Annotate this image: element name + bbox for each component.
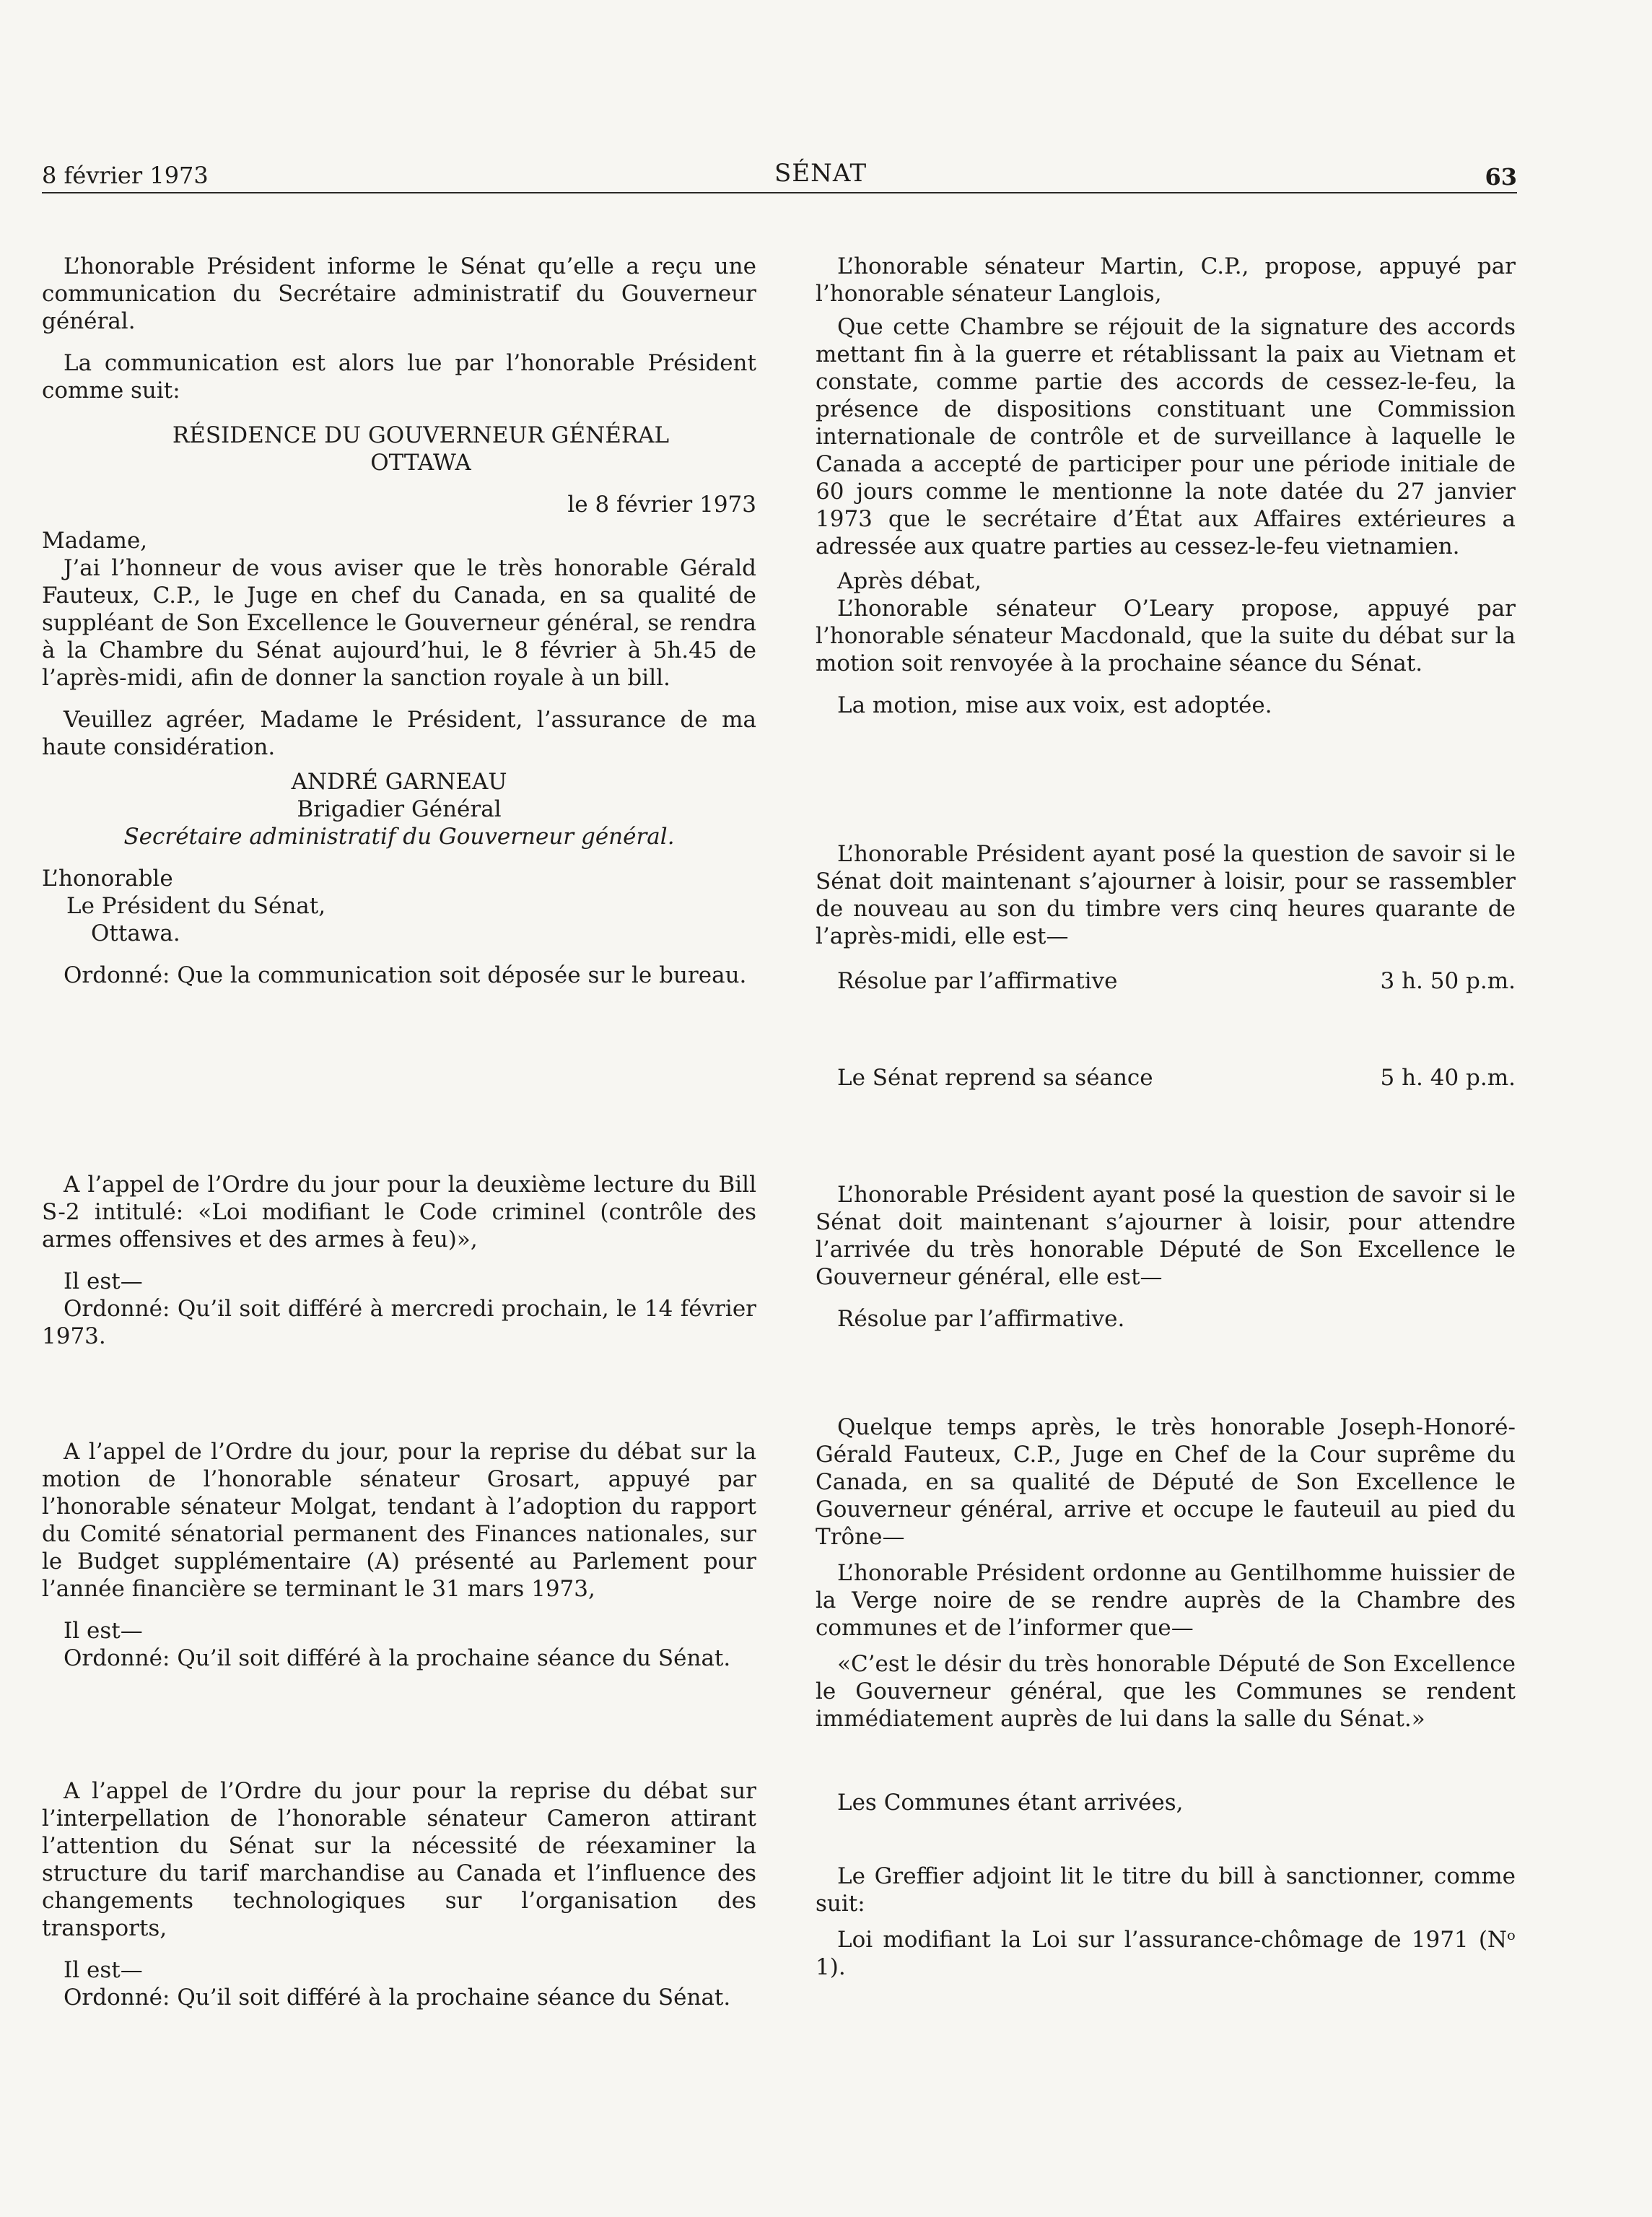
signature-rank: Brigadier Général bbox=[297, 796, 502, 822]
ordered-note: Ordonné: Qu’il soit différé à la prochaine séance du Sénat. bbox=[64, 1645, 731, 1671]
paragraph: Les Communes étant arrivées, bbox=[837, 1790, 1184, 1816]
letter-heading-city: OTTAWA bbox=[370, 450, 471, 476]
address-line: Le Président du Sénat, bbox=[66, 893, 326, 919]
resolution-time: 3 h. 50 p.m. bbox=[1380, 968, 1516, 994]
quote: «C’est le désir du très honorable Député de Son Excellence le Gouverneur général, que les Communes se rendent immédiatement auprès de lui dans la salle du Sénat.» bbox=[816, 1651, 1516, 1732]
paragraph: L’honorable sénateur Martin, C.P., propose, appuyé par l’honorable sénateur Langlois, bbox=[816, 253, 1516, 307]
page-header bbox=[42, 157, 1517, 192]
paragraph: L’honorable Président ordonne au Gentilhomme huissier de la Verge noire de se rendre auprès de la Chambre des communes et de l’informer que— bbox=[816, 1560, 1516, 1641]
paragraph: Le Greffier adjoint lit le titre du bill à sanctionner, comme suit: bbox=[816, 1863, 1516, 1917]
ordered-note: Ordonné: Qu’il soit différé à la prochaine séance du Sénat. bbox=[64, 1985, 731, 2011]
letter-date: le 8 février 1973 bbox=[567, 492, 756, 518]
header-rule bbox=[42, 192, 1517, 193]
paragraph: A l’appel de l’Ordre du jour pour la reprise du débat sur l’interpellation de l’honorable sénateur Cameron attirant l’attention du Sénat sur la nécessité de réexaminer la structure du tarif marchandise au Canada et l’influence des changements technologiques sur l’organisation des transports, bbox=[42, 1778, 756, 1941]
paragraph: A l’appel de l’Ordre du jour pour la deuxième lecture du Bill S-2 intitulé: «Loi modifiant le Code criminel (contrôle des armes offensives et des armes à feu)», bbox=[42, 1172, 756, 1253]
right-block-4 bbox=[816, 1414, 1516, 1981]
paragraph: A l’appel de l’Ordre du jour, pour la reprise du débat sur la motion de l’honorable sénateur Grosart, appuyé par l’honorable sénateur Molgat, tendant à l’adoption du rapport du Comité sénatorial permanent des Finances nationales, sur le Budget supplémentaire (A) présenté au Parlement pour l’année financière se terminant le 31 mars 1973, bbox=[42, 1439, 756, 1602]
resolution-label: Résolue par l’affirmative bbox=[837, 968, 1118, 994]
address-line: L’honorable bbox=[42, 866, 173, 892]
resolution-label: Le Sénat reprend sa séance bbox=[837, 1065, 1153, 1091]
paragraph: Il est— bbox=[64, 1618, 143, 1644]
resolution-row bbox=[816, 967, 1516, 995]
letter-closing: Veuillez agréer, Madame le Président, l’assurance de ma haute considération. bbox=[42, 707, 756, 760]
page-number: 63 bbox=[1485, 163, 1517, 191]
left-block-2 bbox=[42, 1171, 756, 1350]
ordered-note: Ordonné: Que la communication soit déposée sur le bureau. bbox=[64, 962, 747, 988]
paragraph: L’honorable Président informe le Sénat qu’elle a reçu une communication du Secrétaire administratif du Gouverneur général. bbox=[42, 253, 756, 334]
right-block-2 bbox=[816, 840, 1516, 1092]
paragraph: La motion, mise aux voix, est adoptée. bbox=[837, 692, 1272, 718]
resolution-time: 5 h. 40 p.m. bbox=[1380, 1065, 1516, 1091]
paragraph: L’honorable sénateur O’Leary propose, appuyé par l’honorable sénateur Macdonald, que la suite du débat sur la motion soit renvoyée à la prochaine séance du Sénat. bbox=[816, 596, 1516, 676]
paragraph: Après débat, bbox=[837, 568, 982, 594]
paragraph: L’honorable Président ayant posé la question de savoir si le Sénat doit maintenant s’ajourner à loisir, pour attendre l’arrivée du très honorable Député de Son Excellence le Gouverneur général, elle est— bbox=[816, 1182, 1516, 1290]
right-block-1 bbox=[816, 253, 1516, 719]
salutation: Madame, bbox=[42, 528, 148, 554]
letter-heading: RÉSIDENCE DU GOUVERNEUR GÉNÉRAL bbox=[172, 422, 670, 448]
paragraph: Quelque temps après, le très honorable Joseph-Honoré-Gérald Fauteux, C.P., Juge en Chef de la Cour suprême du Canada, en sa qualité de Député de Son Excellence le Gouverneur général, arrive et occupe le fauteuil au pied du Trône— bbox=[816, 1414, 1516, 1550]
bill-title: Loi modifiant la Loi sur l’assurance-chômage de 1971 (Nᵒ 1). bbox=[816, 1927, 1516, 1980]
paragraph: Il est— bbox=[64, 1268, 143, 1294]
left-block-3 bbox=[42, 1438, 756, 1672]
signature-title: Secrétaire administratif du Gouverneur général. bbox=[123, 824, 675, 850]
resolution-row bbox=[816, 1064, 1516, 1092]
paragraph: Il est— bbox=[64, 1957, 143, 1983]
header-title: SÉNAT bbox=[774, 159, 867, 188]
ordered-note: Ordonné: Qu’il soit différé à mercredi prochain, le 14 février 1973. bbox=[42, 1296, 756, 1349]
letter-body: J’ai l’honneur de vous aviser que le très honorable Gérald Fauteux, C.P., le Juge en chef du Canada, en sa qualité de suppléant de Son Excellence le Gouverneur général, se rendra à la Chambre du Sénat aujourd’hui, le 8 février à 5h.45 de l’après-midi, afin de donner la sanction royale à un bill. bbox=[42, 555, 756, 691]
left-block-1 bbox=[42, 253, 756, 989]
paragraph: La communication est alors lue par l’honorable Président comme suit: bbox=[42, 350, 756, 404]
header-date: 8 février 1973 bbox=[42, 162, 209, 189]
address-line: Ottawa. bbox=[91, 920, 180, 946]
motion-text: Que cette Chambre se réjouit de la signature des accords mettant fin à la guerre et rétablissant la paix au Vietnam et constate, comme partie des accords de cessez-le-feu, la présence de dispositions constituant une Commission internationale de contrôle et de surveillance à laquelle le Canada a accepté de participer pour une période initiale de 60 jours comme le mentionne la note datée du 27 janvier 1973 que le secrétaire d’État aux Affaires extérieures a adressée aux quatre parties au cessez-le-feu vietnamien. bbox=[816, 314, 1516, 559]
signature-name: ANDRÉ GARNEAU bbox=[291, 769, 507, 795]
left-block-4 bbox=[42, 1777, 756, 2011]
paragraph: L’honorable Président ayant posé la question de savoir si le Sénat doit maintenant s’ajourner à loisir, pour se rassembler de nouveau au son du timbre vers cinq heures quarante de l’après-midi, elle est— bbox=[816, 841, 1516, 949]
paragraph: Résolue par l’affirmative. bbox=[837, 1306, 1125, 1332]
right-block-3 bbox=[816, 1181, 1516, 1333]
